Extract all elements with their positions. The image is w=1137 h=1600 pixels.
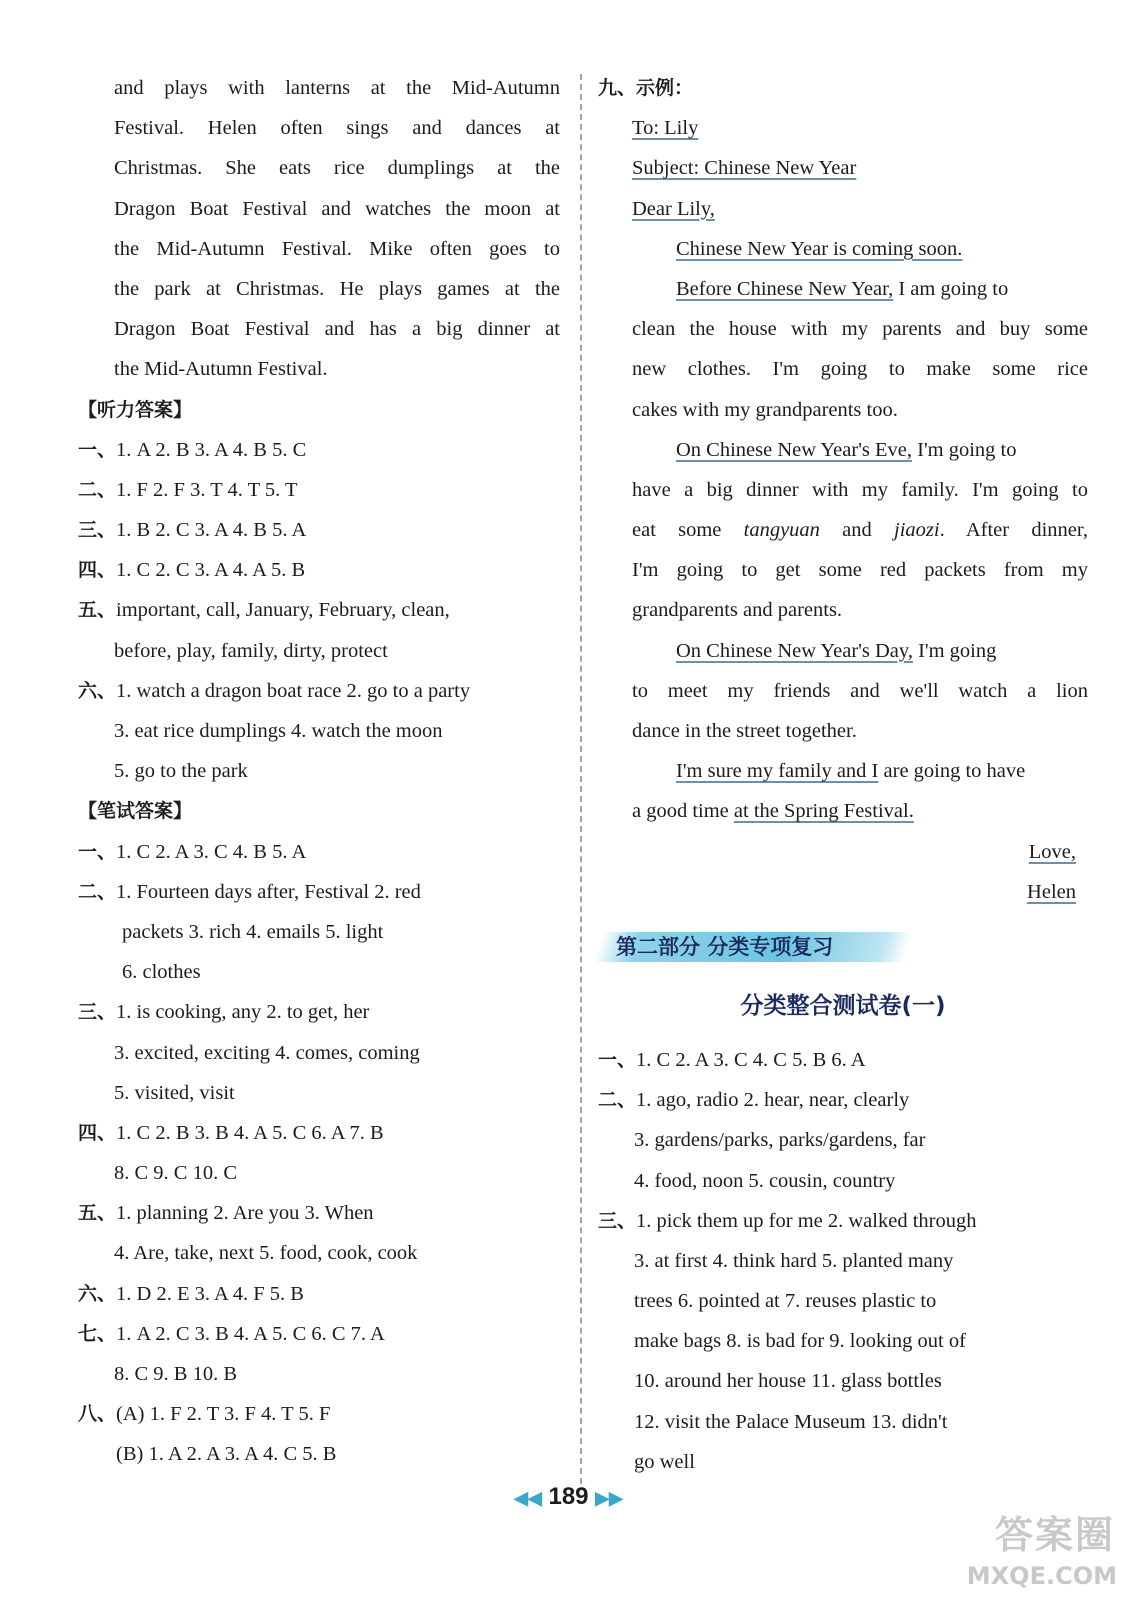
- answer-row: 5. go to the park: [114, 760, 248, 783]
- letter-paragraph-1: [598, 229, 1088, 269]
- answer-text: 1. is cooking, any 2. to get, her: [116, 1001, 370, 1024]
- answer-text: 1. C 2. C 3. A 4. A 5. B: [116, 559, 306, 582]
- answer-row: [78, 550, 560, 590]
- written-answers: [78, 832, 560, 1475]
- section-number: 五、: [78, 1202, 117, 1225]
- underlined-phrase: On Chinese New Year's Eve,: [676, 438, 912, 461]
- answer-text: 1. watch a dragon boat race 2. go to a party: [116, 679, 471, 702]
- answer-row: go well: [634, 1450, 695, 1473]
- section-number: 一、: [78, 840, 117, 863]
- letter-line: new clothes. I'm going to make some rice: [632, 358, 1088, 381]
- letter-paragraph-4: [598, 631, 1088, 671]
- answer-row: [598, 1080, 1088, 1120]
- letter-subject: [598, 148, 1088, 188]
- answer-row: [78, 671, 560, 711]
- answer-row: [78, 992, 560, 1032]
- letter-line: grandparents and parents.: [632, 599, 843, 622]
- section-number: 二、: [78, 478, 117, 501]
- page-number: 189: [548, 1483, 589, 1510]
- letter-line: cakes with my grandparents too.: [632, 398, 898, 421]
- watermark-url: MXQE.COM: [966, 1562, 1117, 1590]
- letter-line: I'm going to get some red packets from my: [632, 559, 1088, 582]
- text-span: I'm going: [912, 639, 997, 662]
- answer-row: 12. visit the Palace Museum 13. didn't: [634, 1410, 948, 1433]
- answer-text: 1. C 2. A 3. C 4. C 5. B 6. A: [636, 1048, 866, 1071]
- letter-subject-text: Subject: Chinese New Year: [632, 157, 857, 180]
- answer-row: make bags 8. is bad for 9. looking out of: [634, 1330, 966, 1353]
- letter-line: [598, 791, 1088, 831]
- section-number: 二、: [598, 1089, 637, 1112]
- answer-text: 1. D 2. E 3. A 4. F 5. B: [116, 1282, 304, 1305]
- text-span: eat some: [632, 519, 744, 542]
- answer-text: 1. A 2. B 3. A 4. B 5. C: [116, 438, 307, 461]
- letter-paragraph-2: [598, 269, 1088, 309]
- underlined-phrase: Chinese New Year is coming soon.: [676, 237, 963, 260]
- answer-row: [78, 430, 560, 470]
- answer-row: 8. C 9. B 10. B: [114, 1363, 238, 1385]
- section-number: 七、: [78, 1322, 117, 1345]
- answer-text: 1. pick them up for me 2. walked through: [636, 1209, 977, 1232]
- text-span: are going to have: [878, 760, 1026, 783]
- answer-text: 1. F 2. F 3. T 4. T 5. T: [116, 478, 298, 501]
- section-number: 四、: [78, 559, 117, 582]
- right-column: [598, 68, 1088, 1482]
- answer-row: [598, 1040, 1088, 1080]
- text-span: I'm going to: [912, 438, 1017, 461]
- italic-word: jiaozi: [894, 519, 940, 542]
- answer-text: 1. A 2. C 3. B 4. A 5. C 6. C 7. A: [116, 1322, 385, 1345]
- answer-row: 4. food, noon 5. cousin, country: [634, 1169, 896, 1192]
- answer-text: 1. C 2. A 3. C 4. B 5. A: [116, 840, 307, 863]
- underlined-phrase: On Chinese New Year's Day,: [676, 639, 913, 662]
- test-title: 分类整合测试卷(一): [740, 992, 946, 1019]
- letter-to: [598, 108, 1088, 148]
- section-number: 一、: [78, 438, 117, 461]
- essay-line: Festival. Helen often sings and dances at: [114, 117, 560, 140]
- text-span: I am going to: [893, 277, 1009, 300]
- answer-row: [78, 590, 560, 630]
- section-number: 三、: [78, 519, 117, 542]
- answer-row: [78, 1394, 560, 1434]
- section-number: 六、: [78, 1282, 117, 1305]
- written-heading: 【笔试答案】: [78, 800, 193, 823]
- answer-row: [78, 1314, 560, 1354]
- answer-text: 1. Fourteen days after, Festival 2. red: [116, 880, 421, 903]
- listening-heading: 【听力答案】: [78, 398, 193, 421]
- letter-paragraph-5: [598, 751, 1088, 791]
- answer-text: (A) 1. F 2. T 3. F 4. T 5. F: [116, 1403, 331, 1426]
- letter-line: [598, 510, 1088, 550]
- answer-row: 3. at first 4. think hard 5. planted many: [634, 1249, 954, 1272]
- letter-greeting: [598, 189, 1088, 229]
- answer-row: 3. excited, exciting 4. comes, coming: [114, 1041, 420, 1064]
- signature-text: Helen: [1027, 880, 1076, 903]
- test-answers: [598, 1040, 1088, 1482]
- answer-row: [78, 872, 560, 912]
- answer-row: 8. C 9. C 10. C: [114, 1162, 238, 1185]
- watermark-text: 答案圈: [994, 1513, 1115, 1557]
- letter-closing: [598, 832, 1088, 872]
- letter-line: dance in the street together.: [632, 720, 857, 742]
- letter-paragraph-3: [598, 430, 1088, 470]
- section-banner: [598, 926, 908, 966]
- letter-signature: [598, 872, 1088, 912]
- letter-line: to meet my friends and we'll watch a lion: [632, 679, 1088, 702]
- section-number: 五、: [78, 599, 117, 622]
- answer-row: trees 6. pointed at 7. reuses plastic to: [634, 1290, 937, 1313]
- answer-row: [78, 832, 560, 872]
- section-number: 六、: [78, 679, 117, 702]
- prev-arrow-icon: ◀◀: [514, 1488, 542, 1508]
- essay-line: and plays with lanterns at the Mid-Autumn: [114, 77, 560, 99]
- letter-line: clean the house with my parents and buy some: [632, 318, 1088, 341]
- answer-text: important, call, January, February, clean,: [116, 599, 450, 622]
- answer-text: 1. planning 2. Are you 3. When: [116, 1202, 374, 1225]
- answer-row: (B) 1. A 2. A 3. A 4. C 5. B: [116, 1443, 337, 1466]
- answer-row: [598, 1201, 1088, 1241]
- underlined-phrase: Before Chinese New Year,: [676, 277, 894, 300]
- essay-line: the Mid-Autumn Festival. Mike often goes to: [114, 237, 560, 260]
- answer-row: 10. around her house 11. glass bottles: [634, 1370, 942, 1393]
- column-divider: [580, 74, 582, 1484]
- essay-line: Dragon Boat Festival and watches the moon at: [114, 197, 560, 220]
- section-number: 三、: [78, 1001, 117, 1024]
- answer-row: [78, 470, 560, 510]
- answer-row: before, play, family, dirty, protect: [114, 639, 388, 662]
- text-span: . After dinner,: [939, 519, 1088, 542]
- answer-text: 1. B 2. C 3. A 4. B 5. A: [116, 519, 307, 542]
- left-column: [78, 68, 560, 1475]
- listening-answers: [78, 430, 560, 792]
- text-span: a good time: [632, 800, 734, 823]
- essay-line: the Mid-Autumn Festival.: [114, 358, 328, 381]
- answer-row: 4. Are, take, next 5. food, cook, cook: [114, 1242, 418, 1265]
- essay-line: Christmas. She eats rice dumplings at the: [114, 157, 560, 180]
- answer-row: 3. gardens/parks, parks/gardens, far: [634, 1129, 926, 1152]
- answer-text: 1. ago, radio 2. hear, near, clearly: [636, 1089, 910, 1112]
- answer-row: 3. eat rice dumplings 4. watch the moon: [114, 720, 443, 742]
- underlined-phrase: I'm sure my family and I: [676, 760, 879, 783]
- answer-row: [78, 1113, 560, 1153]
- answer-text: 1. C 2. B 3. B 4. A 5. C 6. A 7. B: [116, 1121, 384, 1144]
- underlined-phrase: at the Spring Festival.: [733, 800, 914, 823]
- letter-greeting-text: Dear Lily,: [632, 197, 715, 220]
- section-nine-heading: 九、示例：: [598, 77, 694, 99]
- essay-line: the park at Christmas. He plays games at the: [114, 277, 560, 300]
- essay-paragraph: [78, 68, 560, 390]
- section-number: 四、: [78, 1121, 117, 1144]
- section-number: 八、: [78, 1403, 117, 1426]
- letter-line: have a big dinner with my family. I'm going to: [632, 478, 1088, 501]
- section-number: 二、: [78, 880, 117, 903]
- answer-row: 5. visited, visit: [114, 1081, 235, 1104]
- italic-word: tangyuan: [743, 519, 820, 542]
- closing-text: Love,: [1028, 840, 1076, 863]
- next-arrow-icon: ▶▶: [595, 1488, 623, 1508]
- answer-row: [78, 510, 560, 550]
- answer-row: 6. clothes: [122, 961, 201, 984]
- section-number: 三、: [598, 1209, 637, 1232]
- answer-row: [78, 1193, 560, 1233]
- section-number: 一、: [598, 1048, 637, 1071]
- watermark-logo: [963, 1504, 1123, 1594]
- banner-title: 第二部分 分类专项复习: [616, 934, 834, 959]
- essay-line: Dragon Boat Festival and has a big dinner at: [114, 318, 560, 341]
- letter-to-text: To: Lily: [632, 117, 699, 140]
- answer-row: packets 3. rich 4. emails 5. light: [122, 920, 384, 943]
- answer-row: [78, 1274, 560, 1314]
- text-span: and: [819, 519, 895, 542]
